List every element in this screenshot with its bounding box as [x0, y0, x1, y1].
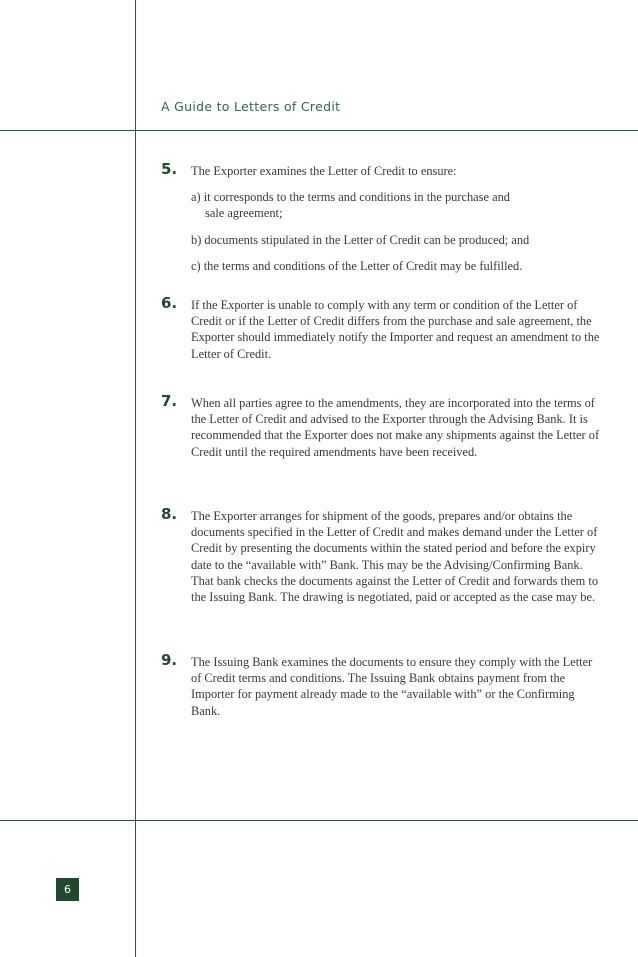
step-6	[161, 294, 601, 362]
step-body	[191, 508, 601, 605]
step-text: If the Exporter is unable to comply with any term or condition of the Letter of Credit or if the Letter of Credit differs from the purchase and sale agreement, the Exporter should immediately notify the Importer and request an amendment to the Letter of Credit.	[191, 298, 600, 361]
page-number-badge: 6	[56, 878, 79, 901]
step-body	[191, 654, 601, 719]
step-number: 8.	[161, 505, 178, 523]
step-number: 9.	[161, 651, 178, 669]
footer-rule	[0, 820, 638, 821]
step-5	[161, 160, 601, 274]
step-text: When all parties agree to the amendments, they are incorporated into the terms of the Letter of Credit and advised to the Exporter through the Advising Bank. It is recommended that the Exporter does not make any shipments against the Letter of Credit until the required amendments have been received.	[191, 396, 600, 459]
step-body	[191, 395, 601, 460]
page-header-title: A Guide to Letters of Credit	[161, 99, 341, 114]
step-intro: The Exporter examines the Letter of Credit to ensure:	[191, 164, 457, 178]
step-number: 7.	[161, 392, 178, 410]
header-rule	[0, 130, 638, 131]
vertical-rule	[135, 0, 136, 957]
step-8	[161, 505, 601, 605]
list-item-text: c) the terms and conditions of the Letter of Credit may be fulfilled.	[191, 258, 523, 273]
step-7	[161, 392, 601, 460]
step-9	[161, 651, 601, 719]
step-number: 5.	[161, 160, 178, 178]
step-body	[191, 297, 601, 362]
step-text: The Exporter arranges for shipment of the goods, prepares and/or obtains the documents specified in the Letter of Credit and makes demand under the Letter of Credit by presenting the documents within the stated period and before the expiry date to the “available with” Bank. This may be the Advising/Confirming Bank. That bank checks the documents against the Letter of Credit and forwards them to the Issuing Bank. The drawing is negotiated, paid or accepted as the case may be.	[191, 509, 599, 605]
list-item-continuation: sale agreement;	[205, 206, 283, 221]
list-item-text: b) documents stipulated in the Letter of Credit can be produced; and	[191, 232, 530, 247]
list-item	[191, 189, 601, 221]
step-number: 6.	[161, 294, 178, 312]
step-body	[191, 163, 601, 274]
list-item-text: a) it corresponds to the terms and conditions in the purchase and	[191, 190, 510, 205]
list-item	[191, 258, 601, 274]
list-item	[191, 232, 601, 248]
step-text: The Issuing Bank examines the documents to ensure they comply with the Letter of Credit terms and conditions. The Issuing Bank obtains payment from the Importer for payment already made to the “available with” or the Confirming Bank.	[191, 655, 593, 718]
